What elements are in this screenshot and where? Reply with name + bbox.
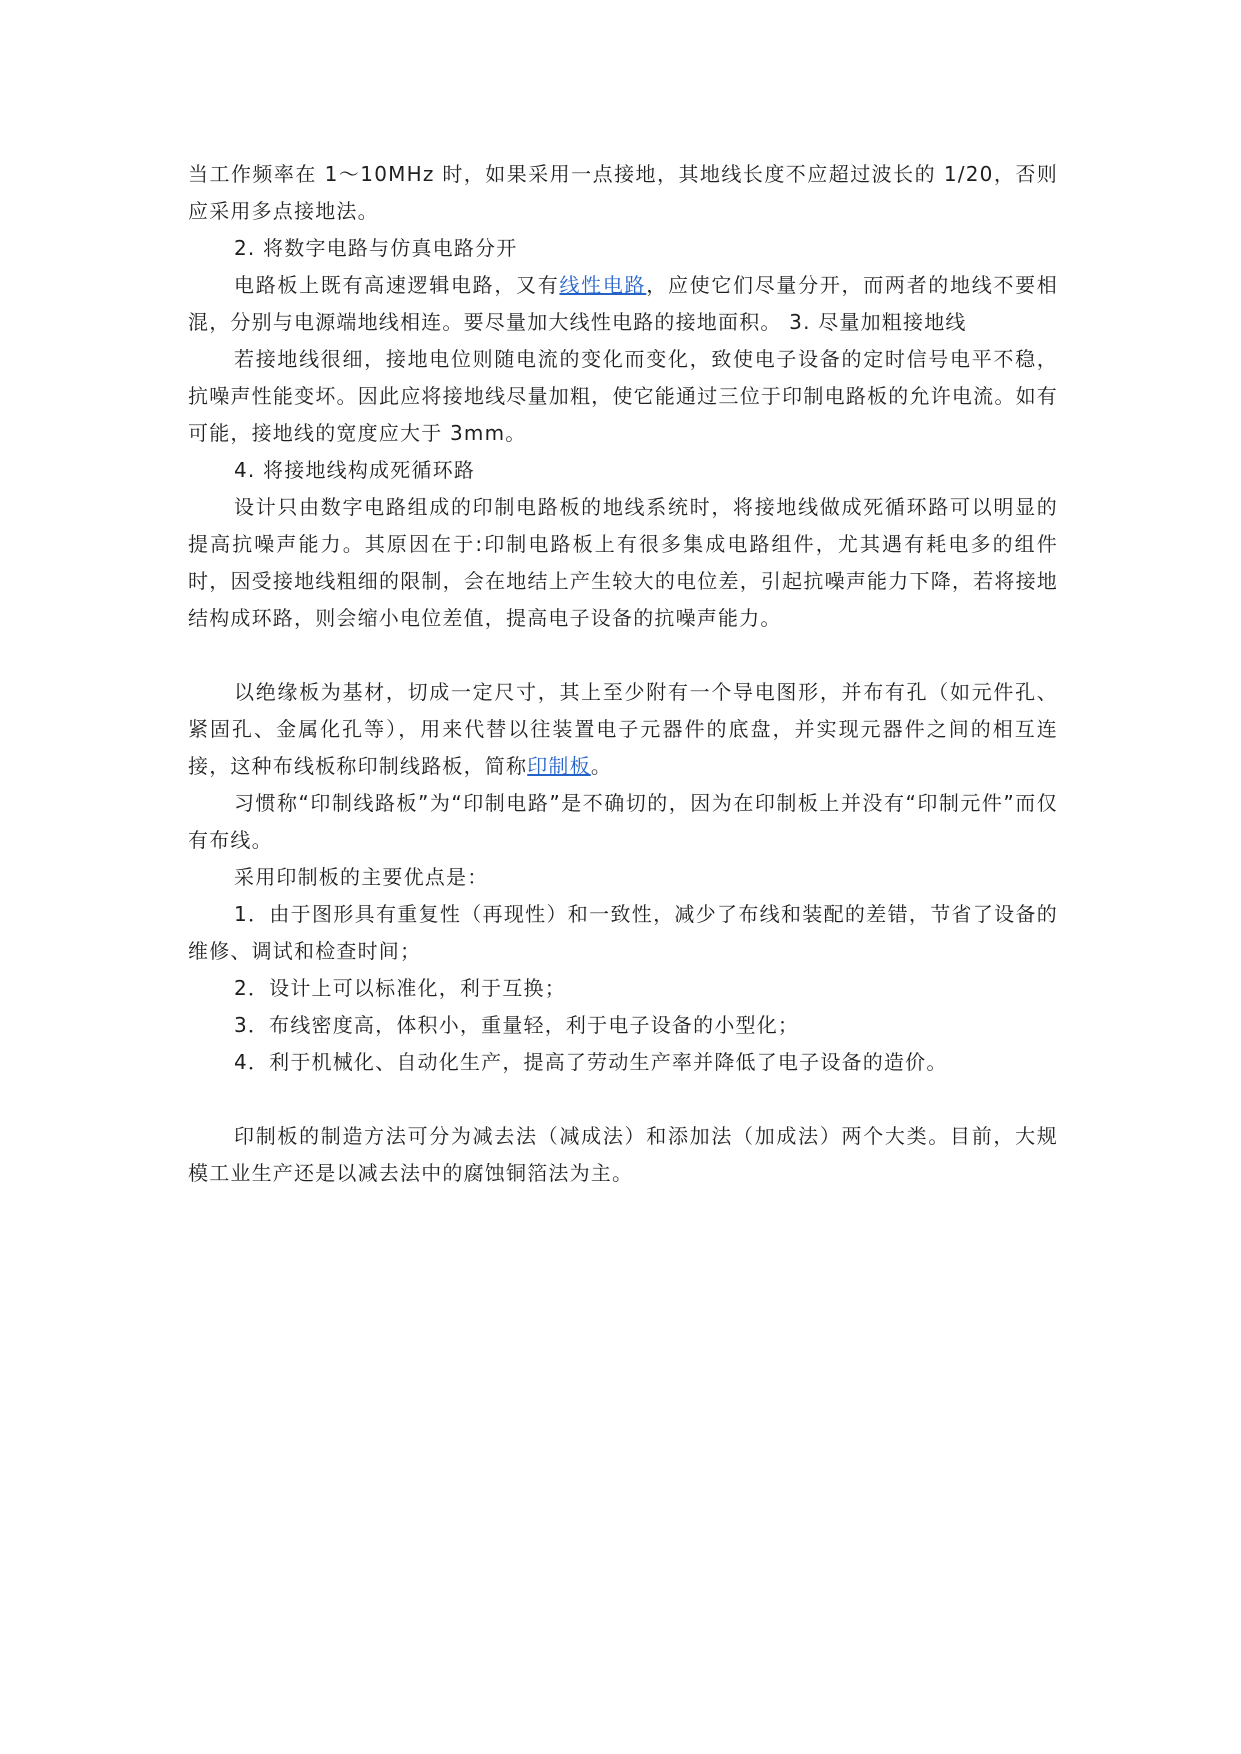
- document-body: [188, 156, 1058, 1192]
- paragraph-separate-circuits: [188, 267, 1058, 341]
- paragraph-text: 。: [590, 754, 613, 778]
- paragraph-text: ，应使它们尽量分开，而两者的地线不要相混，分别与电源端地线相连。要尽量加大线性电路的接地面积。 3. 尽量加粗接地线: [188, 273, 1058, 334]
- paragraph-text: 电路板上既有高速逻辑电路，又有: [234, 273, 560, 297]
- list-item: 2．设计上可以标准化，利于互换；: [234, 976, 566, 1000]
- paragraph-grounding-frequency: 当工作频率在 1～10MHz 时，如果采用一点接地，其地线长度不应超过波长的 1/20，否则应采用多点接地法。: [188, 162, 1058, 223]
- paragraph-terminology: 习惯称“印制线路板”为“印制电路”是不确切的，因为在印制板上并没有“印制元件”而仅有布线。: [188, 791, 1058, 852]
- list-item: 1．由于图形具有重复性（再现性）和一致性，减少了布线和装配的差错，节省了设备的维修、调试和检查时间；: [188, 902, 1058, 963]
- paragraph-thicken-ground: 若接地线很细，接地电位则随电流的变化而变化，致使电子设备的定时信号电平不稳，抗噪声性能变坏。因此应将接地线尽量加粗，使它能通过三位于印制电路板的允许电流。如有可能，接地线的宽度应大于 3mm。: [188, 347, 1058, 445]
- paragraph-pcb-definition: [188, 674, 1058, 785]
- paragraph-advantages-intro: 采用印制板的主要优点是：: [234, 865, 489, 889]
- list-item: 3．布线密度高，体积小，重量轻，利于电子设备的小型化；: [234, 1013, 800, 1037]
- printed-board-link[interactable]: 印制板: [527, 754, 591, 778]
- linear-circuit-link[interactable]: 线性电路: [559, 273, 647, 297]
- heading-ground-loop: 4. 将接地线构成死循环路: [234, 458, 476, 482]
- paragraph-manufacturing-methods: 印制板的制造方法可分为减去法（减成法）和添加法（加成法）两个大类。目前，大规模工业生产还是以减去法中的腐蚀铜箔法为主。: [188, 1124, 1058, 1185]
- heading-separate-digital-analog: 2. 将数字电路与仿真电路分开: [234, 236, 518, 260]
- list-item: 4．利于机械化、自动化生产，提高了劳动生产率并降低了电子设备的造价。: [234, 1050, 948, 1074]
- paragraph-text: 以绝缘板为基材，切成一定尺寸，其上至少附有一个导电图形，并布有孔（如元件孔、紧固孔、金属化孔等），用来代替以往装置电子元器件的底盘，并实现元器件之间的相互连接，这种布线板称印制线路板，简称: [188, 680, 1058, 778]
- paragraph-ground-loop: 设计只由数字电路组成的印制电路板的地线系统时，将接地线做成死循环路可以明显的提高抗噪声能力。其原因在于:印制电路板上有很多集成电路组件，尤其遇有耗电多的组件时，因受接地线粗细的限制，会在地结上产生较大的电位差，引起抗噪声能力下降，若将接地结构成环路，则会缩小电位差值，提高电子设备的抗噪声能力。: [188, 495, 1058, 630]
